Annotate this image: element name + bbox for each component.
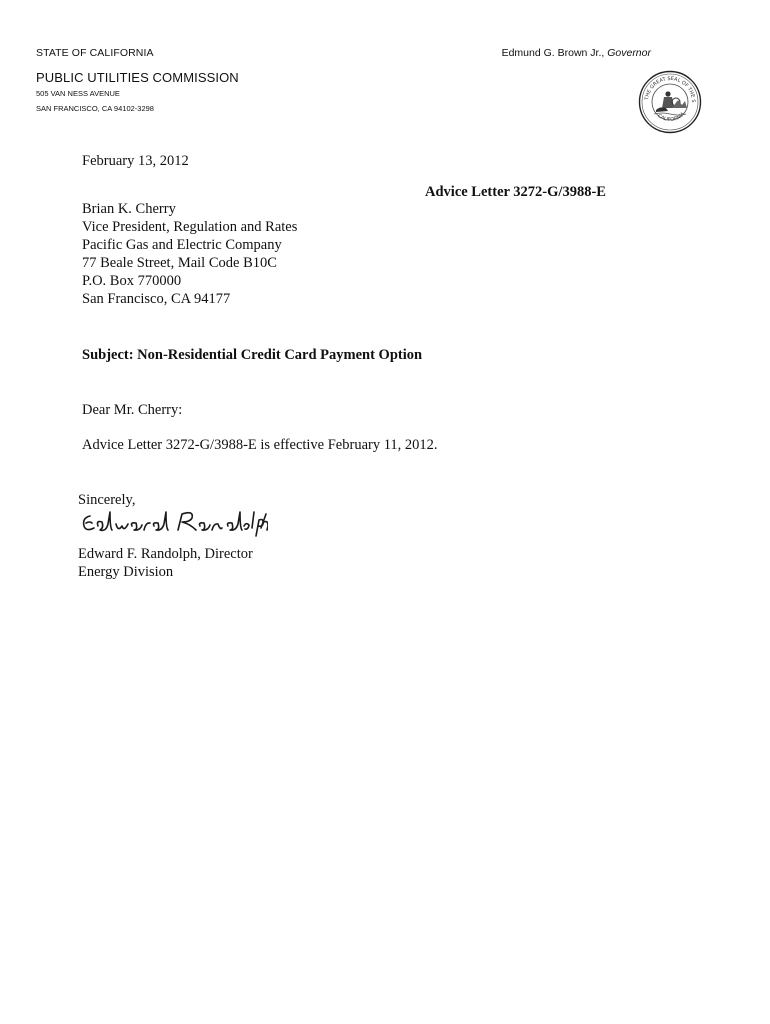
signer-name: Edward F. Randolph, Director	[78, 546, 253, 562]
agency-address-city: SAN FRANCISCO, CA 94102-3298	[36, 104, 154, 113]
agency-address-street: 505 VAN NESS AVENUE	[36, 89, 120, 98]
handwritten-signature	[78, 506, 268, 540]
body-paragraph: Advice Letter 3272-G/3988-E is effective February 11, 2012.	[82, 437, 438, 453]
governor-title: Governor	[607, 47, 651, 59]
recipient-title: Vice President, Regulation and Rates	[82, 219, 298, 235]
subject-line: Subject: Non-Residential Credit Card Payment Option	[82, 347, 423, 363]
seal-top-text: THE GREAT SEAL OF THE S	[644, 75, 697, 103]
salutation: Dear Mr. Cherry:	[82, 402, 183, 418]
recipient-city: San Francisco, CA 94177	[82, 291, 231, 307]
recipient-address-block	[82, 200, 297, 308]
signer-division: Energy Division	[78, 564, 174, 580]
recipient-company: Pacific Gas and Electric Company	[82, 237, 282, 253]
governor-line	[502, 47, 651, 59]
state-seal-icon	[638, 70, 702, 134]
recipient-name: Brian K. Cherry	[82, 201, 176, 217]
closing: Sincerely,	[78, 492, 136, 508]
recipient-po-box: P.O. Box 770000	[82, 273, 182, 289]
governor-name: Edmund G. Brown Jr.,	[501, 47, 605, 59]
recipient-street: 77 Beale Street, Mail Code B10C	[82, 255, 277, 271]
state-heading: STATE OF CALIFORNIA	[36, 47, 154, 59]
agency-name: PUBLIC UTILITIES COMMISSION	[36, 70, 239, 85]
letter-date: February 13, 2012	[82, 153, 189, 169]
advice-letter-reference: Advice Letter 3272-G/3988-E	[425, 184, 606, 200]
seal-bottom-text: CALIFORNIA	[656, 111, 687, 123]
